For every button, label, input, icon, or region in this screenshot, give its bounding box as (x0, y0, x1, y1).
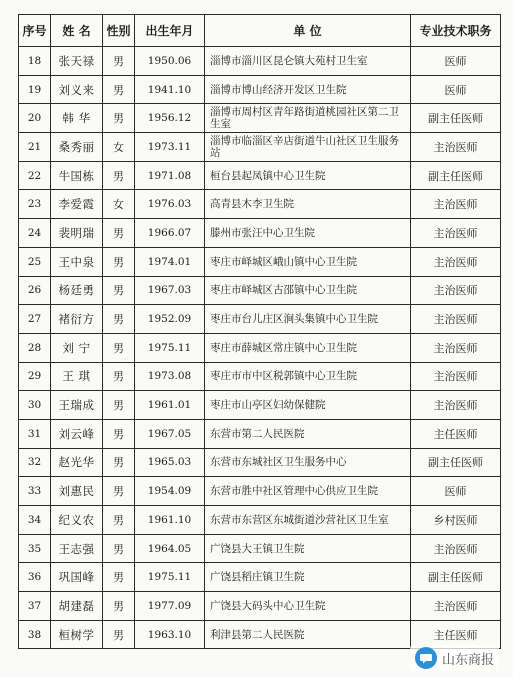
cell-unit: 枣庄市峄城区峨山镇中心卫生院 (205, 247, 411, 276)
cell-unit: 桓台县起凤镇中心卫生院 (205, 161, 411, 190)
cell-name: 刘惠民 (51, 477, 103, 506)
cell-name: 赵光华 (51, 448, 103, 477)
cell-birth: 1971.08 (135, 161, 205, 190)
cell-sex: 男 (103, 219, 135, 248)
cell-birth: 1976.03 (135, 190, 205, 219)
watermark (410, 645, 499, 671)
cell-unit: 枣庄市台儿庄区涧头集镇中心卫生院 (205, 305, 411, 334)
cell-title: 副主任医师 (411, 448, 501, 477)
cell-index: 23 (19, 190, 51, 219)
cell-unit: 枣庄市山亭区妇幼保健院 (205, 391, 411, 420)
cell-index: 30 (19, 391, 51, 420)
cell-sex: 男 (103, 391, 135, 420)
table-row (19, 75, 501, 104)
table-row (19, 333, 501, 362)
cell-birth: 1973.08 (135, 362, 205, 391)
cell-name: 李爱霞 (51, 190, 103, 219)
cell-title: 主任医师 (411, 419, 501, 448)
header-title: 专业技术职务 (411, 15, 501, 47)
cell-name: 刘 宁 (51, 333, 103, 362)
cell-birth: 1965.03 (135, 448, 205, 477)
cell-unit: 广饶县稻庄镇卫生院 (205, 563, 411, 592)
cell-birth: 1956.12 (135, 104, 205, 133)
cell-index: 34 (19, 506, 51, 535)
cell-name: 巩国峰 (51, 563, 103, 592)
cell-sex: 男 (103, 276, 135, 305)
cell-sex: 男 (103, 104, 135, 133)
cell-name: 王瑞成 (51, 391, 103, 420)
cell-name: 张天禄 (51, 47, 103, 76)
cell-birth: 1941.10 (135, 75, 205, 104)
cell-title: 主治医师 (411, 219, 501, 248)
cell-title: 主治医师 (411, 247, 501, 276)
cell-index: 35 (19, 534, 51, 563)
table-row (19, 362, 501, 391)
header-birth: 出生年月 (135, 15, 205, 47)
cell-title: 乡村医师 (411, 506, 501, 535)
cell-birth: 1950.06 (135, 47, 205, 76)
cell-name: 王 琪 (51, 362, 103, 391)
cell-birth: 1974.01 (135, 247, 205, 276)
cell-sex: 男 (103, 506, 135, 535)
cell-index: 24 (19, 219, 51, 248)
cell-sex: 男 (103, 75, 135, 104)
cell-name: 桑秀丽 (51, 133, 103, 162)
cell-index: 31 (19, 419, 51, 448)
cell-title: 主治医师 (411, 276, 501, 305)
table-row (19, 391, 501, 420)
cell-index: 18 (19, 47, 51, 76)
header-name: 姓 名 (51, 15, 103, 47)
cell-index: 21 (19, 133, 51, 162)
cell-sex: 男 (103, 362, 135, 391)
cell-birth: 1954.09 (135, 477, 205, 506)
cell-birth: 1967.03 (135, 276, 205, 305)
cell-birth: 1964.05 (135, 534, 205, 563)
cell-unit: 利津县第二人民医院 (205, 620, 411, 649)
table-row (19, 534, 501, 563)
cell-title: 主治医师 (411, 362, 501, 391)
cell-birth: 1961.10 (135, 506, 205, 535)
cell-sex: 男 (103, 47, 135, 76)
table-row (19, 477, 501, 506)
cell-unit: 淄博市周村区青年路街道桃园社区第二卫生室 (205, 104, 411, 133)
header-unit: 单 位 (205, 15, 411, 47)
cell-birth: 1963.10 (135, 620, 205, 649)
cell-unit: 东营市第二人民医院 (205, 419, 411, 448)
cell-name: 王志强 (51, 534, 103, 563)
cell-title: 主治医师 (411, 305, 501, 334)
cell-birth: 1961.01 (135, 391, 205, 420)
cell-unit: 广饶县大码头中心卫生院 (205, 592, 411, 621)
cell-title: 副主任医师 (411, 161, 501, 190)
header-row (19, 15, 501, 47)
table-row (19, 133, 501, 162)
cell-unit: 高青县木李卫生院 (205, 190, 411, 219)
header-index: 序号 (19, 15, 51, 47)
roster-table (18, 14, 501, 649)
table-row (19, 419, 501, 448)
table-row (19, 190, 501, 219)
cell-sex: 男 (103, 419, 135, 448)
cell-name: 刘云峰 (51, 419, 103, 448)
cell-birth: 1967.05 (135, 419, 205, 448)
cell-sex: 男 (103, 477, 135, 506)
cell-name: 杨廷勇 (51, 276, 103, 305)
table-row (19, 563, 501, 592)
cell-sex: 男 (103, 534, 135, 563)
cell-title: 主治医师 (411, 534, 501, 563)
table-row (19, 247, 501, 276)
cell-unit: 枣庄市峄城区古邵镇中心卫生院 (205, 276, 411, 305)
cell-name: 褚衍方 (51, 305, 103, 334)
cell-unit: 东营市东城社区卫生服务中心 (205, 448, 411, 477)
cell-name: 纪义农 (51, 506, 103, 535)
cell-sex: 男 (103, 448, 135, 477)
cell-title: 医师 (411, 47, 501, 76)
cell-unit: 东营市东营区东城街道沙营社区卫生室 (205, 506, 411, 535)
cell-index: 26 (19, 276, 51, 305)
cell-index: 33 (19, 477, 51, 506)
table-row (19, 276, 501, 305)
cell-name: 胡建磊 (51, 592, 103, 621)
cell-index: 19 (19, 75, 51, 104)
table-row (19, 104, 501, 133)
cell-sex: 男 (103, 333, 135, 362)
cell-sex: 男 (103, 161, 135, 190)
cell-unit: 淄博市博山经济开发区卫生院 (205, 75, 411, 104)
cell-birth: 1975.11 (135, 563, 205, 592)
cell-name: 韩 华 (51, 104, 103, 133)
cell-sex: 男 (103, 247, 135, 276)
cell-name: 刘义来 (51, 75, 103, 104)
cell-unit: 淄博市淄川区昆仑镇大苑村卫生室 (205, 47, 411, 76)
table-row (19, 448, 501, 477)
cell-title: 副主任医师 (411, 104, 501, 133)
roster-sheet (18, 14, 500, 649)
cell-index: 32 (19, 448, 51, 477)
cell-title: 医师 (411, 477, 501, 506)
cell-name: 裴明瑞 (51, 219, 103, 248)
watermark-text: 山东商报 (441, 652, 494, 668)
cell-unit: 东营市胜中社区管理中心供应卫生院 (205, 477, 411, 506)
cell-birth: 1975.11 (135, 333, 205, 362)
cell-birth: 1952.09 (135, 305, 205, 334)
cell-birth: 1966.07 (135, 219, 205, 248)
table-row (19, 506, 501, 535)
cell-name: 王中泉 (51, 247, 103, 276)
speech-bubble-icon (415, 647, 437, 669)
cell-birth: 1977.09 (135, 592, 205, 621)
cell-index: 28 (19, 333, 51, 362)
table-row (19, 161, 501, 190)
cell-title: 主任医师 (411, 620, 501, 649)
cell-index: 25 (19, 247, 51, 276)
cell-sex: 女 (103, 133, 135, 162)
header-sex: 性别 (103, 15, 135, 47)
table-header (19, 15, 501, 47)
cell-title: 主治医师 (411, 391, 501, 420)
cell-unit: 滕州市张汪中心卫生院 (205, 219, 411, 248)
cell-unit: 广饶县大王镇卫生院 (205, 534, 411, 563)
cell-sex: 男 (103, 563, 135, 592)
cell-sex: 男 (103, 305, 135, 334)
cell-birth: 1973.11 (135, 133, 205, 162)
cell-unit: 淄博市临淄区辛店街道牛山社区卫生服务站 (205, 133, 411, 162)
cell-title: 主治医师 (411, 190, 501, 219)
cell-title: 医师 (411, 75, 501, 104)
cell-index: 29 (19, 362, 51, 391)
cell-name: 桓树学 (51, 620, 103, 649)
cell-unit: 枣庄市薛城区常庄镇中心卫生院 (205, 333, 411, 362)
cell-title: 主治医师 (411, 592, 501, 621)
table-row (19, 305, 501, 334)
cell-index: 20 (19, 104, 51, 133)
cell-sex: 男 (103, 620, 135, 649)
cell-title: 主治医师 (411, 333, 501, 362)
cell-name: 牛国栋 (51, 161, 103, 190)
cell-sex: 男 (103, 592, 135, 621)
cell-index: 22 (19, 161, 51, 190)
cell-sex: 女 (103, 190, 135, 219)
cell-unit: 枣庄市市中区税郭镇中心卫生院 (205, 362, 411, 391)
cell-index: 37 (19, 592, 51, 621)
table-row (19, 592, 501, 621)
cell-title: 主治医师 (411, 133, 501, 162)
cell-title: 副主任医师 (411, 563, 501, 592)
cell-index: 36 (19, 563, 51, 592)
table-body (19, 47, 501, 649)
cell-index: 27 (19, 305, 51, 334)
table-row (19, 219, 501, 248)
cell-index: 38 (19, 620, 51, 649)
table-row (19, 47, 501, 76)
